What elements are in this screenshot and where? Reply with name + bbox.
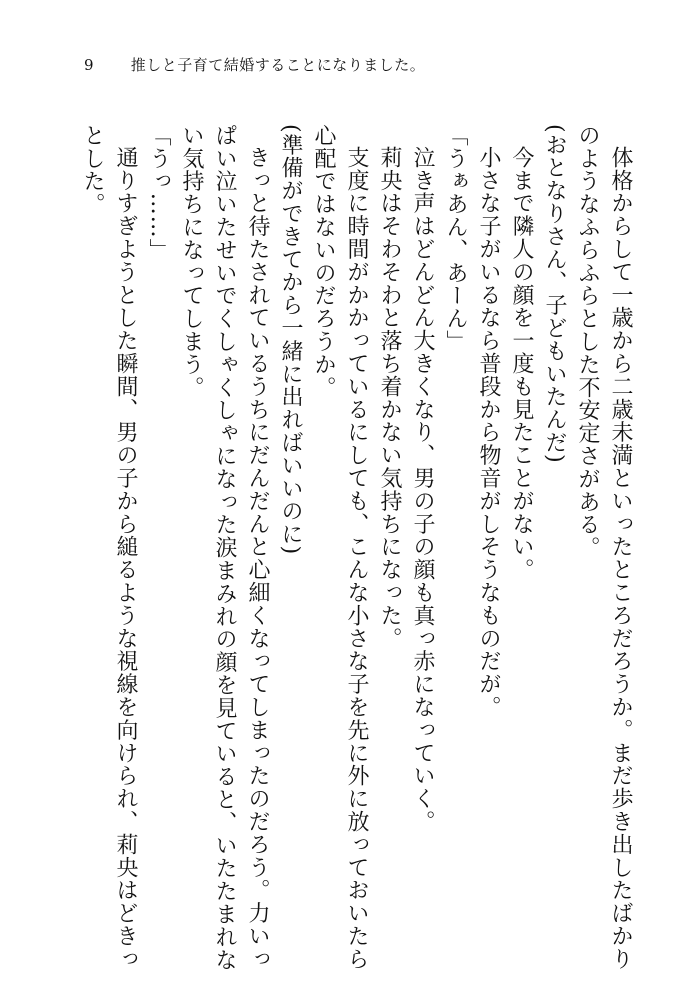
paragraph: きっと待たされているうちにだんだんと心細くなってしまったのだろう。力いっぱい泣いたせいでくしゃくしゃになった涙まみれの顔を見ていると、いたたまれない気持ちになってしまう。 — [179, 124, 270, 972]
paragraph: (準備ができてから一緒に出ればいいのに) — [278, 124, 303, 556]
paragraph: 「うぁあん、あーん」 — [443, 124, 468, 353]
book-title: 推しと子育て結婚することになりました。 — [130, 56, 426, 74]
paragraph: (おとなりさん、子どもいたんだ) — [542, 124, 567, 464]
paragraph: 通りすぎようとした瞬間、男の子から縋るような視線を向けられ、莉央はどきっとした。 — [80, 124, 138, 971]
paragraph: 「うっ……」 — [146, 124, 171, 262]
body-text — [69, 124, 637, 974]
paragraph: 体格からして一歳から二歳未満といったところだろうか。まだ歩き出したばかりのようなふらふらとした不安定さがある。 — [575, 124, 633, 971]
paragraph: 莉央はそわそわと落ち着かない気持ちになった。 — [377, 146, 402, 650]
paragraph: 今まで隣人の顔を一度も見たことがない。 — [509, 146, 534, 582]
paragraph: 小さな子がいるなら普段から物音がしそうなものだが。 — [476, 146, 501, 719]
paragraph: 支度に時間がかかっているにしても、こんな小さな子を先に外に放っておいたら心配ではないのだろうか。 — [311, 124, 369, 971]
paragraph: 泣き声はどんどん大きくなり、男の子の顔も真っ赤になっていく。 — [410, 146, 435, 833]
page-header — [84, 58, 425, 73]
page-number: 9 — [84, 56, 94, 74]
